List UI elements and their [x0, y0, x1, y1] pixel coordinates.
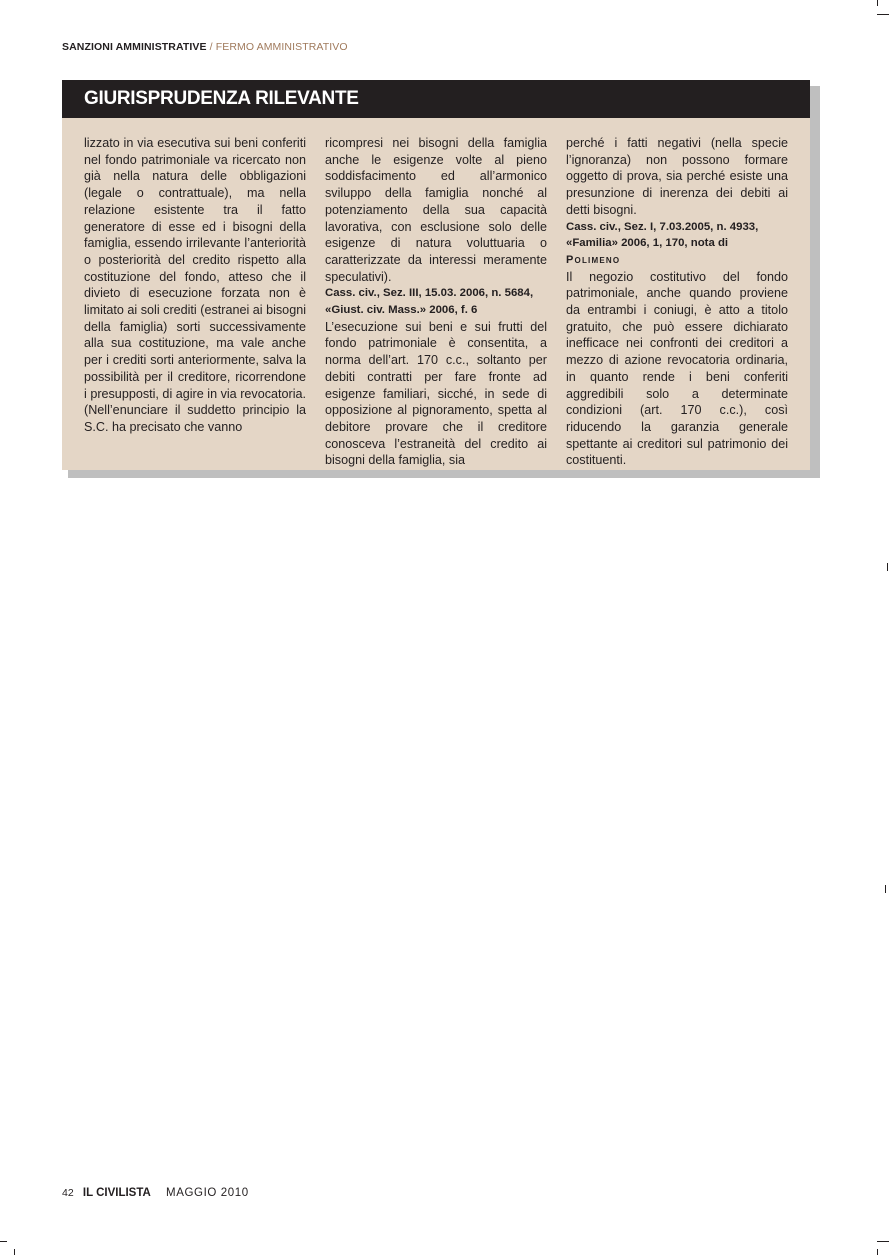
crop-mark — [14, 1249, 15, 1255]
crop-mark — [0, 1241, 7, 1242]
column-1 — [84, 135, 306, 436]
crop-mark — [877, 0, 878, 6]
case-summary-text: perché i fatti negativi (nella specie l’ignoranza) non possono formare oggetto di prova, sia perché esiste una presunzione di inerenza dei debiti ai detti bisogni. — [566, 136, 788, 217]
case-citation — [566, 219, 788, 269]
crop-mark — [885, 885, 886, 893]
magazine-name: IL CIVILISTA — [82, 1187, 151, 1199]
running-head-section: SANZIONI AMMINISTRATIVE — [62, 41, 207, 53]
crop-mark — [877, 14, 889, 15]
box-title: GIURISPRUDENZA RILEVANTE — [84, 88, 359, 109]
case-citation: Cass. civ., Sez. III, 15.03. 2006, n. 5684, «Giust. civ. Mass.» 2006, f. 6 — [325, 287, 534, 317]
crop-mark — [887, 563, 888, 571]
running-head-separator: / — [209, 41, 213, 53]
sidebar-box — [62, 80, 810, 470]
column-2 — [325, 135, 547, 469]
case-summary-text: L’esecuzione sui beni e sui frutti del fondo patrimoniale è consentita, a norma dell’art. 170 c.c., soltanto per debiti contratti per fare fronte ad esigenze familiari, sicché, in sede di opposizione al pignoramento, spetta al debitore provare che il creditore conosceva l’estraneità del credito ai bisogni della famiglia, sia — [325, 319, 547, 468]
page-footer — [62, 1187, 249, 1199]
citation-text: Cass. civ., Sez. I, 7.03.2005, n. 4933, «Familia» 2006, 1, 170, nota di — [566, 220, 759, 250]
case-summary-text: Il negozio costitutivo del fondo patrimoniale, anche quando proviene da entrambi i coniugi, è atto a titolo gratuito, che può essere dichiarato inefficace nei confronti dei creditori a mezzo di azione revocatoria ordinaria, in quanto rende i beni conferiti aggredibili solo a determinate condizioni (art. 170 c.c.), così riducendo la garanzia generale spettante ai creditori sul patrimonio dei costituenti. — [566, 269, 788, 468]
issue-date: MAGGIO 2010 — [166, 1187, 249, 1199]
column-3 — [566, 135, 788, 469]
page-number: 42 — [62, 1187, 74, 1199]
box-header — [62, 80, 810, 118]
case-summary-text: lizzato in via esecutiva sui beni conferiti nel fondo patrimoniale va ricercato non già nella natura delle obbligazioni (legale o contrattuale), ma nella relazione esistente tra il fatto generatore di esse ed i bisogni della famiglia, essendo irrilevante l’anteriorità o posteriorità del credito rispetto alla costituzione del fondo, atteso che il divieto di esecuzione forzata non è limitato ai soli crediti (estranei ai bisogni della famiglia) sorti successivamente alla sua costituzione, ma vale anche per i crediti sorti anteriormente, salva la possibilità per il creditore, ricorrendone i presupposti, di agire in via revocatoria. (Nell’enunciare il suddetto principio la S.C. ha precisato che vanno — [84, 136, 306, 434]
citation-author: Polimeno — [566, 253, 621, 266]
case-summary-text: ricompresi nei bisogni della famiglia anche le esigenze volte al pieno soddisfacimento ed all’armonico sviluppo della famiglia nonché al potenziamento della sua capacità lavorativa, con esclusione solo delle esigenze di natura voluttuaria o caratterizzate da interessi meramente speculativi). — [325, 136, 547, 284]
crop-mark — [877, 1249, 878, 1255]
running-head — [62, 41, 348, 53]
crop-mark — [877, 1241, 889, 1242]
running-head-subsection: FERMO AMMINISTRATIVO — [215, 41, 348, 53]
